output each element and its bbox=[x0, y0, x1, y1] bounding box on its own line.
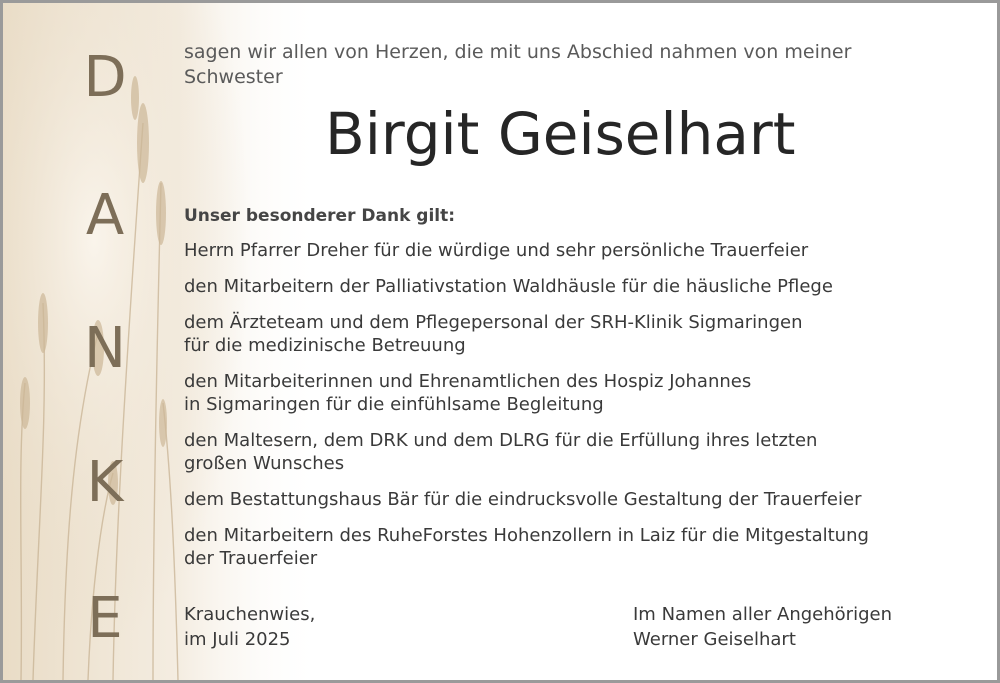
intro-text: sagen wir allen von Herzen, die mit uns Abschied nahmen von meiner Schwester bbox=[184, 41, 852, 88]
thanks-heading-rest: besonderer Dank gilt: bbox=[245, 206, 456, 226]
danke-letter-a: A bbox=[85, 183, 125, 248]
place-date bbox=[184, 602, 315, 652]
danke-letter-k: K bbox=[86, 450, 124, 515]
thanks-item: den Maltesern, dem DRK und dem DLRG für die Erfüllung ihres letzten großen Wunsches bbox=[184, 430, 818, 474]
signature-line-1: Im Namen aller Angehörigen bbox=[633, 604, 892, 625]
danke-letter-e: E bbox=[87, 586, 123, 651]
thanks-item: den Mitarbeitern des RuheForstes Hohenzollern in Laiz für die Mitgestaltung der Trauerfeier bbox=[184, 525, 869, 569]
thanks-heading bbox=[184, 206, 455, 226]
deceased-name: Birgit Geiselhart bbox=[325, 100, 796, 168]
thanks-item: den Mitarbeiterinnen und Ehrenamtlichen des Hospiz Johannes in Sigmaringen für die einfühlsame Begleitung bbox=[184, 371, 752, 415]
thanks-heading-prefix: Unser bbox=[184, 206, 240, 226]
thanks-list bbox=[184, 239, 974, 583]
thanks-item: den Mitarbeitern der Palliativstation Waldhäusle für die häusliche Pflege bbox=[184, 276, 833, 297]
thanks-item: dem Bestattungshaus Bär für die eindrucksvolle Gestaltung der Trauerfeier bbox=[184, 489, 862, 510]
place-month: im Juli 2025 bbox=[184, 629, 291, 650]
place-city: Krauchenwies, bbox=[184, 604, 316, 625]
danke-letter-d: D bbox=[83, 45, 127, 110]
thanks-item: dem Ärzteteam und dem Pflegepersonal der SRH-Klinik Sigmaringen für die medizinische Betreuung bbox=[184, 312, 803, 356]
thanks-item: Herrn Pfarrer Dreher für die würdige und sehr persönliche Trauerfeier bbox=[184, 240, 809, 261]
signature-name: Werner Geiselhart bbox=[633, 629, 796, 650]
signature bbox=[633, 602, 892, 652]
danke-letter-n: N bbox=[84, 316, 126, 381]
